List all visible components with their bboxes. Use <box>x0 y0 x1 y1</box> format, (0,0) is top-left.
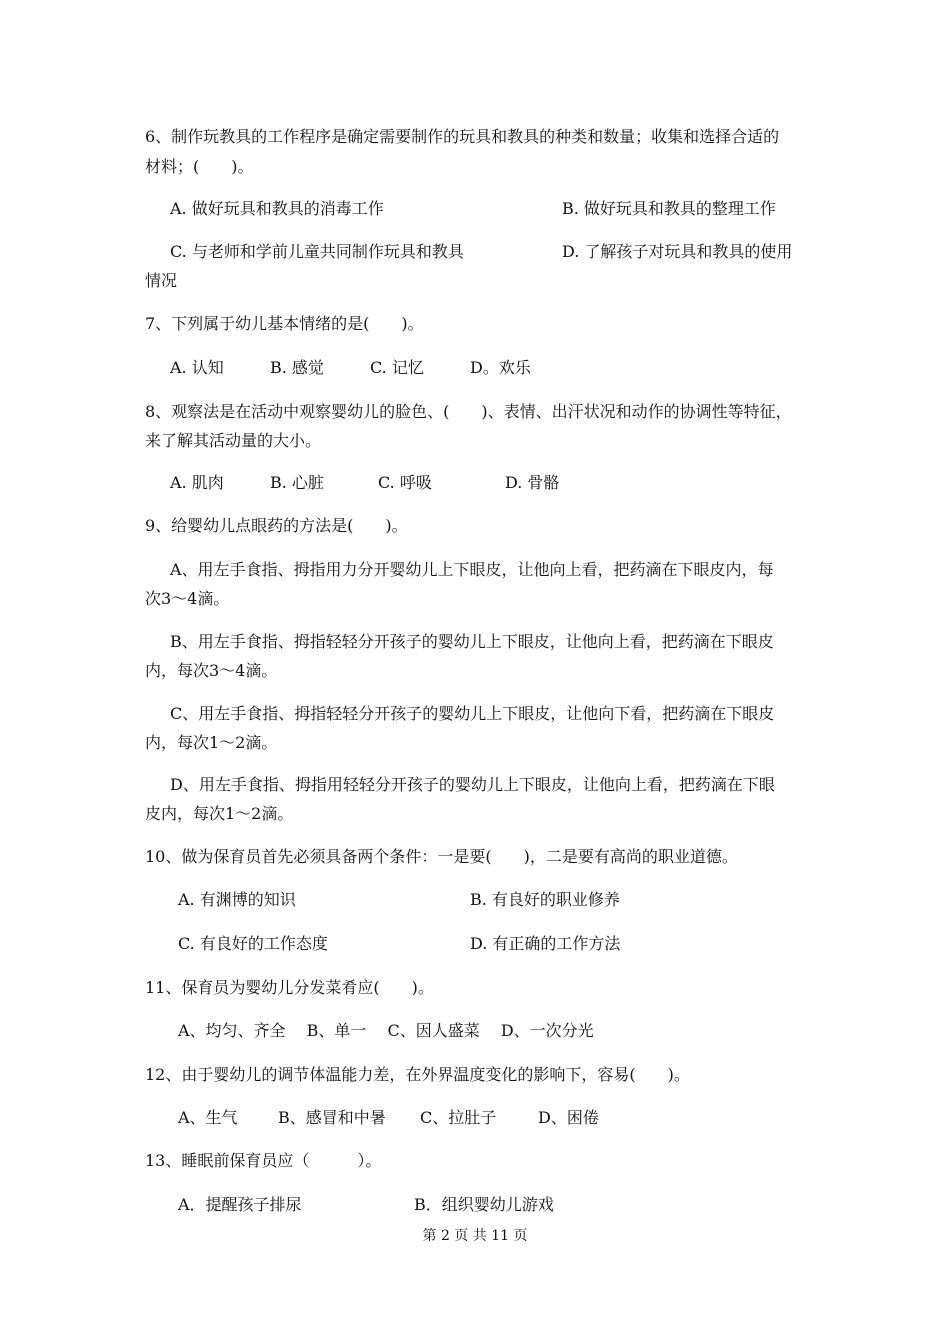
q9-option-d-line1: D、用左手食指、拇指用轻轻分开孩子的婴幼儿上下眼皮，让他向上看，把药滴在下眼 <box>170 775 775 794</box>
q9-option-a-line2: 次3～4滴。 <box>145 589 230 608</box>
q10-option-a: A. 有渊博的知识 <box>178 890 296 909</box>
q13-stem: 13、睡眠前保育员应（ ）。 <box>145 1151 382 1170</box>
q7-option-d: D。欢乐 <box>470 358 531 377</box>
q12-option-b: B、感冒和中暑 <box>278 1108 386 1127</box>
q10-option-d: D. 有正确的工作方法 <box>470 934 621 953</box>
q13-option-a: A．提醒孩子排尿 <box>178 1195 302 1214</box>
q9-option-d-line2: 皮内，每次1～2滴。 <box>145 804 294 823</box>
q9-option-c-line2: 内，每次1～2滴。 <box>145 733 278 752</box>
q9-option-b-line1: B、用左手食指、拇指轻轻分开孩子的婴幼儿上下眼皮，让他向上看，把药滴在下眼皮 <box>170 632 774 651</box>
q6-option-b: B. 做好玩具和教具的整理工作 <box>562 199 776 218</box>
q12-option-c: C、拉肚子 <box>420 1108 497 1127</box>
q6-option-c: C. 与老师和学前儿童共同制作玩具和教具 <box>170 242 464 261</box>
q7-stem: 7、下列属于幼儿基本情绪的是( )。 <box>145 314 424 333</box>
q12-stem: 12、由于婴幼儿的调节体温能力差，在外界温度变化的影响下，容易( )。 <box>145 1065 690 1084</box>
q8-stem-line1: 8、观察法是在活动中观察婴幼儿的脸色、( )、表情、出汗状况和动作的协调性等特征， <box>145 402 792 421</box>
q9-option-c-line1: C、用左手食指、拇指轻轻分开孩子的婴幼儿上下眼皮，让他向下看，把药滴在下眼皮 <box>170 704 775 723</box>
q7-option-c: C. 记忆 <box>370 358 424 377</box>
q7-option-a: A. 认知 <box>170 358 224 377</box>
page-number-footer: 第 2 页 共 11 页 <box>422 1228 528 1244</box>
q8-option-a: A. 肌肉 <box>170 473 224 492</box>
q8-option-c: C. 呼吸 <box>378 473 432 492</box>
q13-option-b: B．组织婴幼儿游戏 <box>414 1195 554 1214</box>
q9-stem: 9、给婴幼儿点眼药的方法是( )。 <box>145 516 408 535</box>
q6-stem-line2: 材料；( )。 <box>145 157 254 176</box>
q8-option-d: D. 骨骼 <box>505 473 560 492</box>
q10-option-c: C. 有良好的工作态度 <box>178 934 328 953</box>
q6-option-d: D. 了解孩子对玩具和教具的使用 <box>562 242 793 261</box>
q6-option-d-continued: 情况 <box>145 271 178 290</box>
q6-option-a: A. 做好玩具和教具的消毒工作 <box>170 199 384 218</box>
q7-option-b: B. 感觉 <box>270 358 324 377</box>
q8-stem-line2: 来了解其活动量的大小。 <box>145 431 322 450</box>
q10-option-b: B. 有良好的职业修养 <box>470 890 620 909</box>
q9-option-b-line2: 内，每次3～4滴。 <box>145 661 278 680</box>
q8-option-b: B. 心脏 <box>270 473 324 492</box>
q12-option-a: A、生气 <box>178 1108 238 1127</box>
q11-options: A、均匀、齐全 B、单一 C、因人盛菜 D、一次分光 <box>178 1021 594 1040</box>
q10-stem: 10、做为保育员首先必须具备两个条件：一是要( )，二是要有高尚的职业道德。 <box>145 847 738 866</box>
q6-stem-line1: 6、制作玩教具的工作程序是确定需要制作的玩具和教具的种类和数量；收集和选择合适的 <box>145 127 780 146</box>
q11-stem: 11、保育员为婴幼儿分发菜肴应( )。 <box>145 978 434 997</box>
q9-option-a-line1: A、用左手食指、拇指用力分开婴幼儿上下眼皮，让他向上看，把药滴在下眼皮内，每 <box>170 560 774 579</box>
q12-option-d: D、困倦 <box>538 1108 599 1127</box>
